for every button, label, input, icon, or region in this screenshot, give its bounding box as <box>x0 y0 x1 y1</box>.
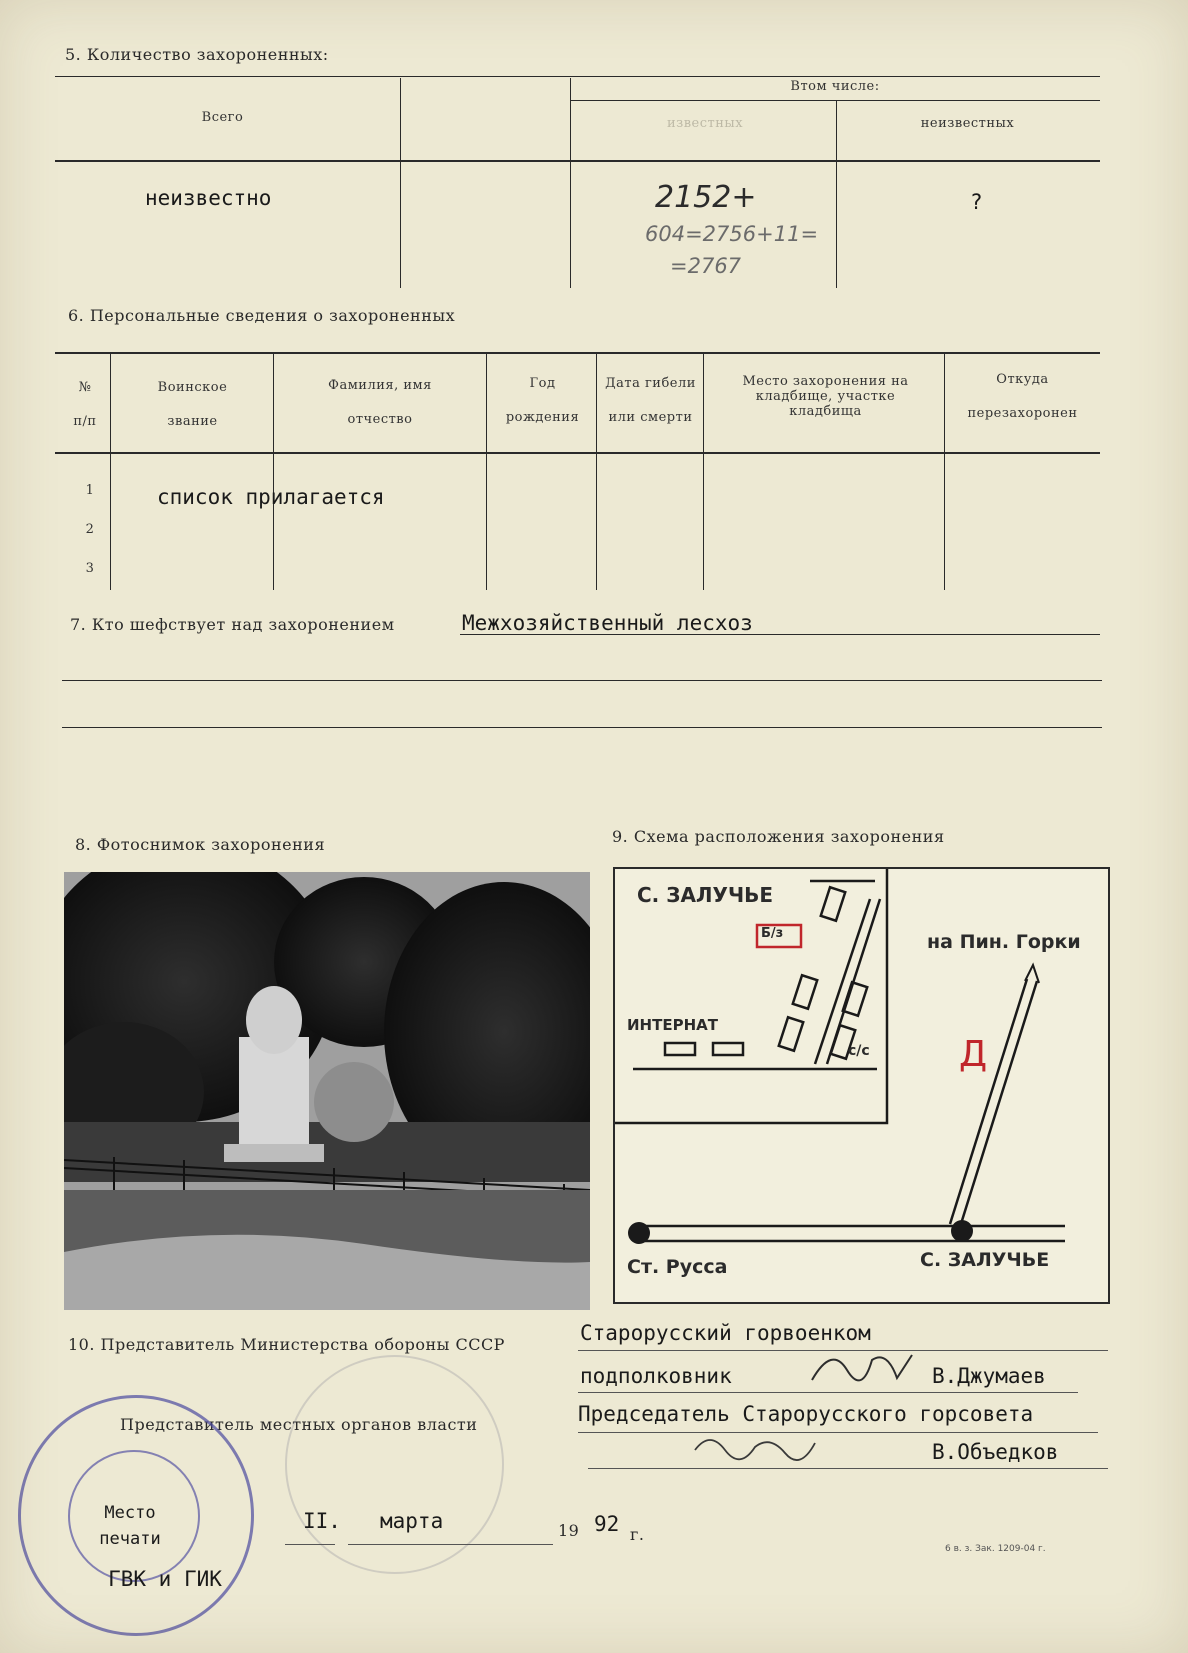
s6-row-num-3: 3 <box>85 561 95 576</box>
s6-divider-3 <box>486 352 487 590</box>
print-mark: 6 в. з. Зак. 1209-04 г. <box>945 1544 1046 1554</box>
s5-header-unknown: неизвестных <box>920 116 1015 131</box>
s10-mod-line1: Старорусский горвоенком <box>580 1321 871 1345</box>
date-month-underline <box>348 1544 553 1545</box>
s6-h-birth-2: рождения <box>505 410 580 425</box>
s7-line-1 <box>460 634 1100 635</box>
s5-unknown-value: ? <box>970 190 983 214</box>
s6-h-place: Место захоронения на кладбище, участке кладбища <box>742 374 909 419</box>
s10-mod-name: В.Джумаев <box>932 1364 1046 1388</box>
photo-scene <box>64 872 590 1310</box>
s5-header-including: Втом числе: <box>790 79 880 94</box>
stamp-place-line3: ГВК и ГИК <box>108 1567 222 1591</box>
signature-military-commissar <box>802 1340 922 1400</box>
date-day: II. <box>303 1509 341 1533</box>
s6-h-num-2: п/п <box>73 414 97 429</box>
scheme-internat: ИНТЕРНАТ <box>627 1016 718 1034</box>
s6-divider-4 <box>596 352 597 590</box>
s6-h-birth-1: Год <box>529 376 556 391</box>
s7-line-3 <box>62 727 1102 728</box>
section7-title: 7. Кто шефствует над захоронением <box>70 615 395 634</box>
s5-sub-rule <box>570 100 1100 101</box>
s6-divider-5 <box>703 352 704 590</box>
s5-known-line2: 604=2756+11= <box>645 222 819 246</box>
s6-h-name-1: Фамилия, имя <box>328 378 432 393</box>
s5-top-rule <box>55 76 1100 77</box>
section5-title: 5. Количество захороненных: <box>65 45 329 64</box>
date-day-underline <box>285 1544 335 1545</box>
s6-h-rank-2: звание <box>167 414 218 429</box>
s6-h-name-2: отчество <box>347 412 413 427</box>
official-stamp-right <box>285 1355 504 1574</box>
scheme-village-top: С. ЗАЛУЧЬЕ <box>637 883 774 907</box>
s5-col-divider-2 <box>570 78 571 288</box>
s5-header-known: известных <box>666 116 744 131</box>
s6-list-note: список прилагается <box>157 485 385 509</box>
s5-col-divider-1 <box>400 78 401 288</box>
memorial-photo <box>64 872 590 1310</box>
date-year-prefix: 19 <box>558 1521 580 1540</box>
s6-h-from-2: перезахоронен <box>967 406 1078 421</box>
s5-col-divider-3 <box>836 100 837 288</box>
s6-divider-6 <box>944 352 945 590</box>
section9-title: 9. Схема расположения захоронения <box>612 827 945 846</box>
section6-title: 6. Персональные сведения о захороненных <box>68 306 456 325</box>
s6-h-death-2: или смерти <box>608 410 693 425</box>
s6-h-death-1: Дата гибели <box>605 376 696 391</box>
scheme-village-bottom: С. ЗАЛУЧЬЕ <box>920 1249 1050 1271</box>
s6-divider-1 <box>110 352 111 590</box>
location-scheme <box>613 867 1110 1304</box>
date-month: марта <box>380 1509 444 1533</box>
s10-local-underline <box>578 1432 1098 1433</box>
s10-local-title: Представитель местных органов власти <box>120 1415 478 1434</box>
stamp-place-line2: печати <box>99 1529 161 1549</box>
s7-value: Межхозяйственный лесхоз <box>462 611 753 635</box>
s10-local-name-underline <box>588 1468 1108 1469</box>
s6-divider-2 <box>273 352 274 590</box>
s10-mod-rank: подполковник <box>580 1364 732 1388</box>
s6-row-num-1: 1 <box>85 483 95 498</box>
scheme-burial-symbol: Д <box>959 1034 988 1075</box>
s6-row-num-2: 2 <box>85 522 95 537</box>
section8-title: 8. Фотоснимок захоронения <box>75 835 326 854</box>
s5-header-total: Всего <box>201 110 244 125</box>
s7-line-2 <box>62 680 1102 681</box>
s6-h-from-1: Откуда <box>996 372 1049 387</box>
s6-h-num-1: № <box>78 380 92 395</box>
section10-title: 10. Представитель Министерства обороны СССР <box>68 1335 505 1354</box>
s5-known-line3: =2767 <box>670 254 742 278</box>
scheme-station: Ст. Русса <box>627 1256 728 1278</box>
s5-known-line1: 2152+ <box>655 180 757 215</box>
date-year-suffix: 92 <box>594 1512 620 1536</box>
scheme-council: с/с <box>848 1043 870 1059</box>
scheme-grave-mark: Б/з <box>761 926 784 941</box>
s10-local-name: В.Объедков <box>932 1440 1059 1464</box>
signature-council-chairman <box>690 1425 820 1465</box>
date-year-unit: г. <box>630 1525 645 1544</box>
s6-h-rank-1: Воинское <box>157 380 228 395</box>
s10-local-line1: Председатель Старорусского горсовета <box>578 1402 1034 1426</box>
stamp-place-line1: Место <box>104 1503 156 1523</box>
s5-header-rule <box>55 160 1100 162</box>
s5-total-value: неизвестно <box>145 186 272 210</box>
scheme-direction: на Пин. Горки <box>927 931 1081 953</box>
